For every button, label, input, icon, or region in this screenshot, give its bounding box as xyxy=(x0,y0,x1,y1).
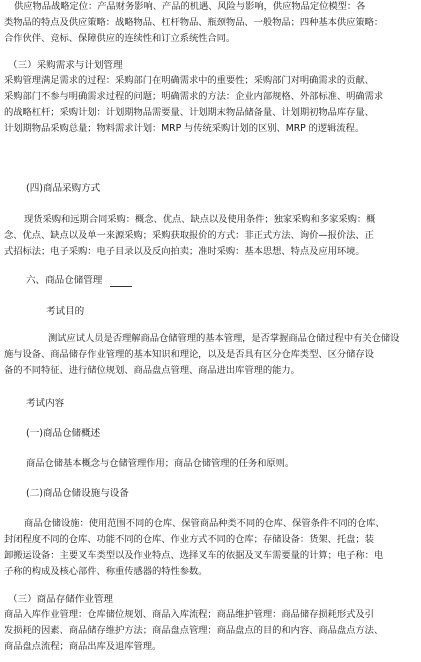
content-heading: 考试内容 xyxy=(26,398,65,409)
subsection-heading: (一)商品仓储概述 xyxy=(26,428,101,439)
text-line: 的战略杠杆；采购计划：计划期物品需要量、计划期末物品储备量、计划期初物品库存量、 xyxy=(4,107,374,118)
text-line: 子称的构成及核心部件、称重传感器的特性参数。 xyxy=(4,566,208,577)
text-line: 采购部门不参与明确需求过程的问题；明确需求的方法：企业内部规格、外部标准、明确需求 xyxy=(4,91,384,102)
subsection-heading: (二)商品仓储设施与设备 xyxy=(26,488,129,499)
text-line: 发损耗的因素、商品储存维护方法；商品盘点管理：商品盘点的目的和内容、商品盘点方法、 xyxy=(4,625,384,636)
chapter-heading: 六、商品仓储管理 xyxy=(26,275,103,286)
text-line: 备的不同特征、进行储位规划、商品盘点管理、商品进出库管理的能力。 xyxy=(4,365,300,376)
text-line: 念、优点、缺点以及单一来源采购；采购获取报价的方式：非正式方法、询价—报价法、正 xyxy=(4,230,374,241)
text-line: 施与设备、商品储存作业管理的基本知识和理论，以及是否具有区分仓库类型、区分储存设 xyxy=(4,349,374,360)
text-line: 现货采购和远期合同采购：概念、优点、缺点以及使用条件；独家采购和多家采购：概 xyxy=(24,214,376,225)
text-line: 式招标法；电子采购：电子目录以及反向拍卖；准时采购：基本思想、特点及应用环境。 xyxy=(4,246,365,257)
text-line: 商品仓储设施：使用范围不同的仓库、保管商品种类不同的仓库、保管条件不同的仓库、 xyxy=(24,518,385,529)
section-heading: （三）采购需求与计划管理 xyxy=(8,60,123,71)
text-line: 测试应试人员是否理解商品仓储管理的基本管理，是否掌握商品仓储过程中有关仓储设 xyxy=(48,333,400,344)
subsection-heading: （三）商品存储作业管理 xyxy=(8,594,113,605)
text-line: 供应物品战略定位：产品财务影响、产品的机遇、风险与影响，供应物品定位模型：各 xyxy=(14,1,366,12)
section-heading: (四)商品采购方式 xyxy=(26,183,101,194)
text-line: 商品盘点流程；商品出库及退库管理。 xyxy=(4,641,162,652)
text-line: 封闭程度不同的仓库、功能不同的仓库、作业方式不同的仓库；存储设备：货架、托盘；装 xyxy=(4,534,374,545)
text-line: 类物品的特点及供应策略：战略物品、杠杆物品、瓶颈物品、一般物品；四种基本供应策略： xyxy=(4,17,384,28)
text-line: 商品仓储基本概念与仓储管理作用；商品仓储管理的任务和原则。 xyxy=(26,458,295,469)
text-line: 采购管理满足需求的过程：采购部门在明确需求中的重要性；采购部门对明确需求的贡献、 xyxy=(4,75,374,86)
text-line: 商品入库作业管理：仓库储位规划、商品入库流程；商品维护管理：商品储存损耗形式及引 xyxy=(4,609,374,620)
text-line: 卸搬运设备：主要叉车类型以及作业特点、选择叉车的依据及叉车需要量的计算；电子称：电 xyxy=(4,550,384,561)
text-line: 计划期物品采购总量；物料需求计划：MRP 与传统采购计划的区别、MRP 的逻辑流程。 xyxy=(4,123,365,134)
text-line: 合作伙伴、竞标、保障供应的连续性和订立系统性合同。 xyxy=(4,33,236,44)
underline-mark xyxy=(110,286,132,287)
objective-heading: 考试目的 xyxy=(46,306,85,317)
